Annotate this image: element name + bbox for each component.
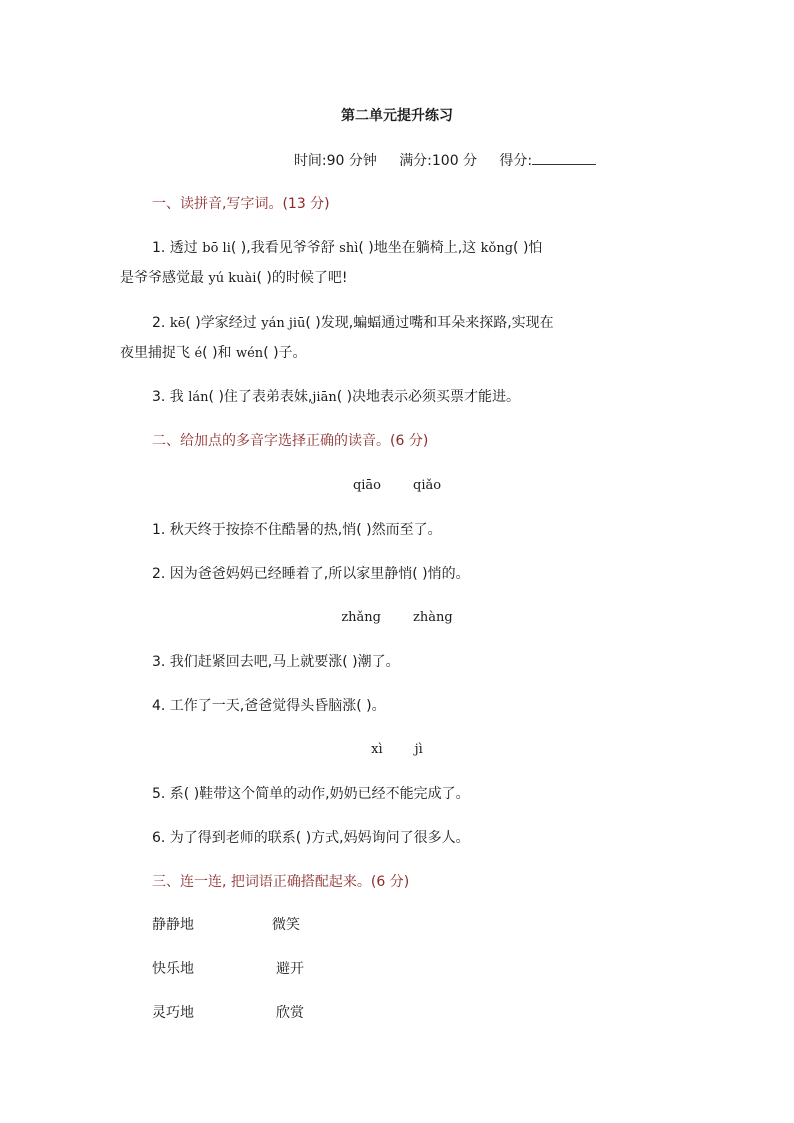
score-label: 得分: [499,153,533,169]
s1-q1-line2 [120,268,347,289]
pinyin-choice: zhǎng [341,610,381,625]
s2-choices-1 [0,476,794,496]
s2-choices-2 [0,608,794,628]
exam-meta [0,150,794,171]
text: ( )地坐在躺椅上,这 [358,240,481,256]
text: ( )发现,蝙蝠通过嘴和耳朵来探路,实现在 [305,315,554,331]
pinyin: wén [235,346,264,361]
s1-q2-line2 [120,343,307,364]
text: ( )子。 [263,345,307,361]
pinyin: yán jiū [261,316,306,331]
s2-choices-3 [0,740,794,760]
pinyin: bō li [202,241,231,256]
pinyin: shì [339,241,359,256]
match-right-3[interactable]: 欣赏 [276,1005,304,1021]
pinyin: kē [169,316,186,331]
pinyin-choice: qiǎo [413,478,442,493]
s2-q5: 5. 系( )鞋带这个简单的动作,奶奶已经不能完成了。 [152,786,470,802]
match-left-3[interactable]: 灵巧地 [152,1005,194,1021]
text: ( )的时候了吧! [256,270,348,286]
s2-q2: 2. 因为爸爸妈妈已经睡着了,所以家里静悄( )悄的。 [152,566,470,582]
section-2-heading: 二、给加点的多音字选择正确的读音。(6 分) [152,433,429,449]
pinyin-choice: zhàng [413,610,453,625]
time-label: 时间:90 分钟 [293,153,377,169]
s1-q2-line1 [152,313,554,334]
text: 1. 透过 [152,240,203,256]
pinyin: jiān [312,390,337,405]
pinyin: lán [188,390,209,405]
pinyin-choice: xì [371,742,383,757]
text: ( )学家经过 [185,315,262,331]
text: ( )决地表示必须买票才能进。 [336,389,521,405]
s1-q3 [152,387,520,408]
s2-q1: 1. 秋天终于按捺不住酷暑的热,悄( )然而至了。 [152,522,442,538]
pinyin-choice: qiāo [352,478,381,493]
section-3-heading: 三、连一连, 把词语正确搭配起来。(6 分) [152,874,410,890]
text: 2. [152,315,170,331]
text: ( )和 [202,345,236,361]
pinyin: kǒng [480,241,514,256]
match-right-2[interactable]: 避开 [276,961,304,977]
match-right-1[interactable]: 微笑 [272,917,300,933]
pinyin-choice: jì [414,742,423,757]
s2-q6: 6. 为了得到老师的联系( )方式,妈妈询问了很多人。 [152,830,470,846]
s2-q4: 4. 工作了一天,爸爸觉得头昏脑涨( )。 [152,698,386,714]
text: 是爷爷感觉最 [120,270,209,286]
match-left-2[interactable]: 快乐地 [152,961,194,977]
s2-q3: 3. 我们赶紧回去吧,马上就要涨( )潮了。 [152,654,400,670]
text: ( )住了表弟表妹, [208,389,313,405]
match-left-1[interactable]: 静静地 [152,917,194,933]
pinyin: é [194,346,203,361]
score-blank[interactable] [532,150,596,165]
section-1-heading: 一、读拼音,写字词。(13 分) [152,196,330,212]
s1-q1-line1 [152,238,542,259]
text: 夜里捕捉飞 [120,345,195,361]
pinyin: yú kuài [208,271,257,286]
text: 3. 我 [152,389,189,405]
full-score-label: 满分:100 分 [399,153,478,169]
text: ( ),我看见爷爷舒 [230,240,340,256]
text: ( )怕 [513,240,543,256]
page-title: 第二单元提升练习 [341,108,453,124]
